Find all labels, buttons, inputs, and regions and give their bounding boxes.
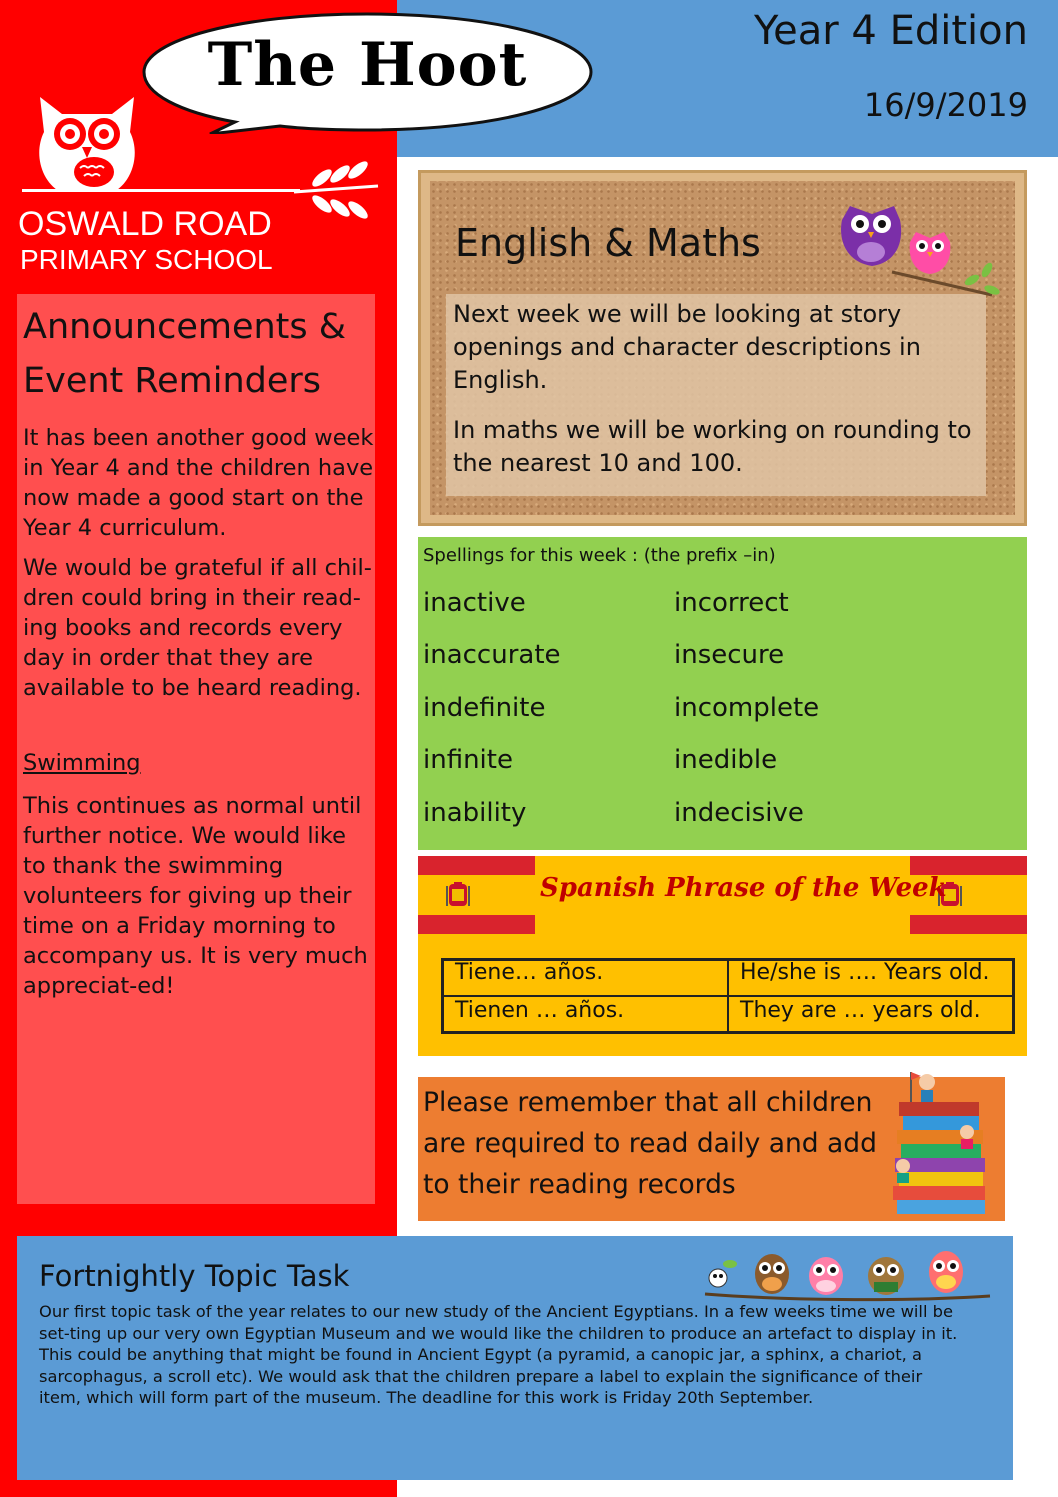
spelling-word: inaccurate — [423, 640, 561, 670]
table-divider — [441, 995, 1015, 997]
spelling-word: incomplete — [674, 693, 820, 723]
leaf-branch-icon — [292, 158, 380, 230]
flag-stripe — [418, 856, 535, 875]
flag-stripe — [418, 915, 535, 934]
reading-reminder-text: Please remember that all children are required to read daily and add to their reading records — [423, 1087, 877, 1200]
edition-label: Year 4 Edition — [754, 8, 1028, 54]
spelling-word: indefinite — [423, 693, 546, 723]
spelling-word: inability — [423, 798, 527, 828]
phrase-spanish: Tiene… años. — [455, 960, 604, 985]
spanish-title: Spanish Phrase of the Week — [540, 873, 947, 903]
flag-stripe — [910, 915, 1027, 934]
logo-divider — [22, 189, 300, 192]
phrase-english: They are … years old. — [740, 998, 981, 1023]
phrase-english: He/she is …. Years old. — [740, 960, 990, 985]
spain-flag-icon — [443, 880, 473, 910]
spelling-word: inactive — [423, 588, 526, 618]
english-text: Next week we will be looking at story openings and character descriptions in English. — [453, 300, 921, 394]
spelling-word: indecisive — [674, 798, 804, 828]
spelling-word: infinite — [423, 745, 513, 775]
maths-text: In maths we will be working on rounding to the nearest 10 and 100. — [453, 416, 972, 477]
topic-task-title: Fortnightly Topic Task — [39, 1259, 350, 1293]
english-maths-title: English & Maths — [455, 221, 761, 265]
announcement-paragraph: We would be grateful if all chil-dren could bring in their read-ing books and records every day in order that they are available to be heard reading. — [23, 555, 372, 701]
newsletter-title: The Hoot — [207, 30, 528, 100]
books-children-icon — [885, 1068, 995, 1220]
school-name-line2: PRIMARY SCHOOL — [20, 244, 273, 275]
issue-date: 16/9/2019 — [863, 86, 1028, 124]
spelling-word: inedible — [674, 745, 778, 775]
phrase-spanish: Tienen … años. — [455, 998, 625, 1023]
school-name-line1: OSWALD ROAD — [18, 205, 272, 243]
topic-task-text: Our first topic task of the year relates to our new study of the Ancient Egyptians. In a few weeks time we will be set-ting up our very own Egyptian Museum and we would like the children to produce an artefact to display in it. This could be anything that might be found in Ancient Egypt (a pyramid, a canopic jar, a sphinx, a chariot, a sarcophagus, a scroll etc). We would ask that the children prepare a label to explain the significance of their item, which will form part of the museum. The deadline for this work is Friday 20th September. — [39, 1302, 958, 1407]
announcement-paragraph: It has been another good week in Year 4 and the children have now made a good start on the Year 4 curriculum. — [23, 425, 374, 541]
two-owls-icon — [832, 200, 1002, 300]
spelling-word: incorrect — [674, 588, 789, 618]
announcement-paragraph: This continues as normal until further notice. We would like to thank the swimming volunteers for giving up their time on a Friday morning to accompany us. It is very much appreciat-ed! — [23, 793, 368, 999]
spellings-heading: Spellings for this week : (the prefix –in) — [423, 545, 776, 566]
spelling-word: insecure — [674, 640, 785, 670]
announcements-title: Announcements & Event Reminders — [23, 307, 347, 401]
swimming-heading: Swimming — [23, 750, 141, 776]
owl-row-icon — [700, 1244, 995, 1306]
